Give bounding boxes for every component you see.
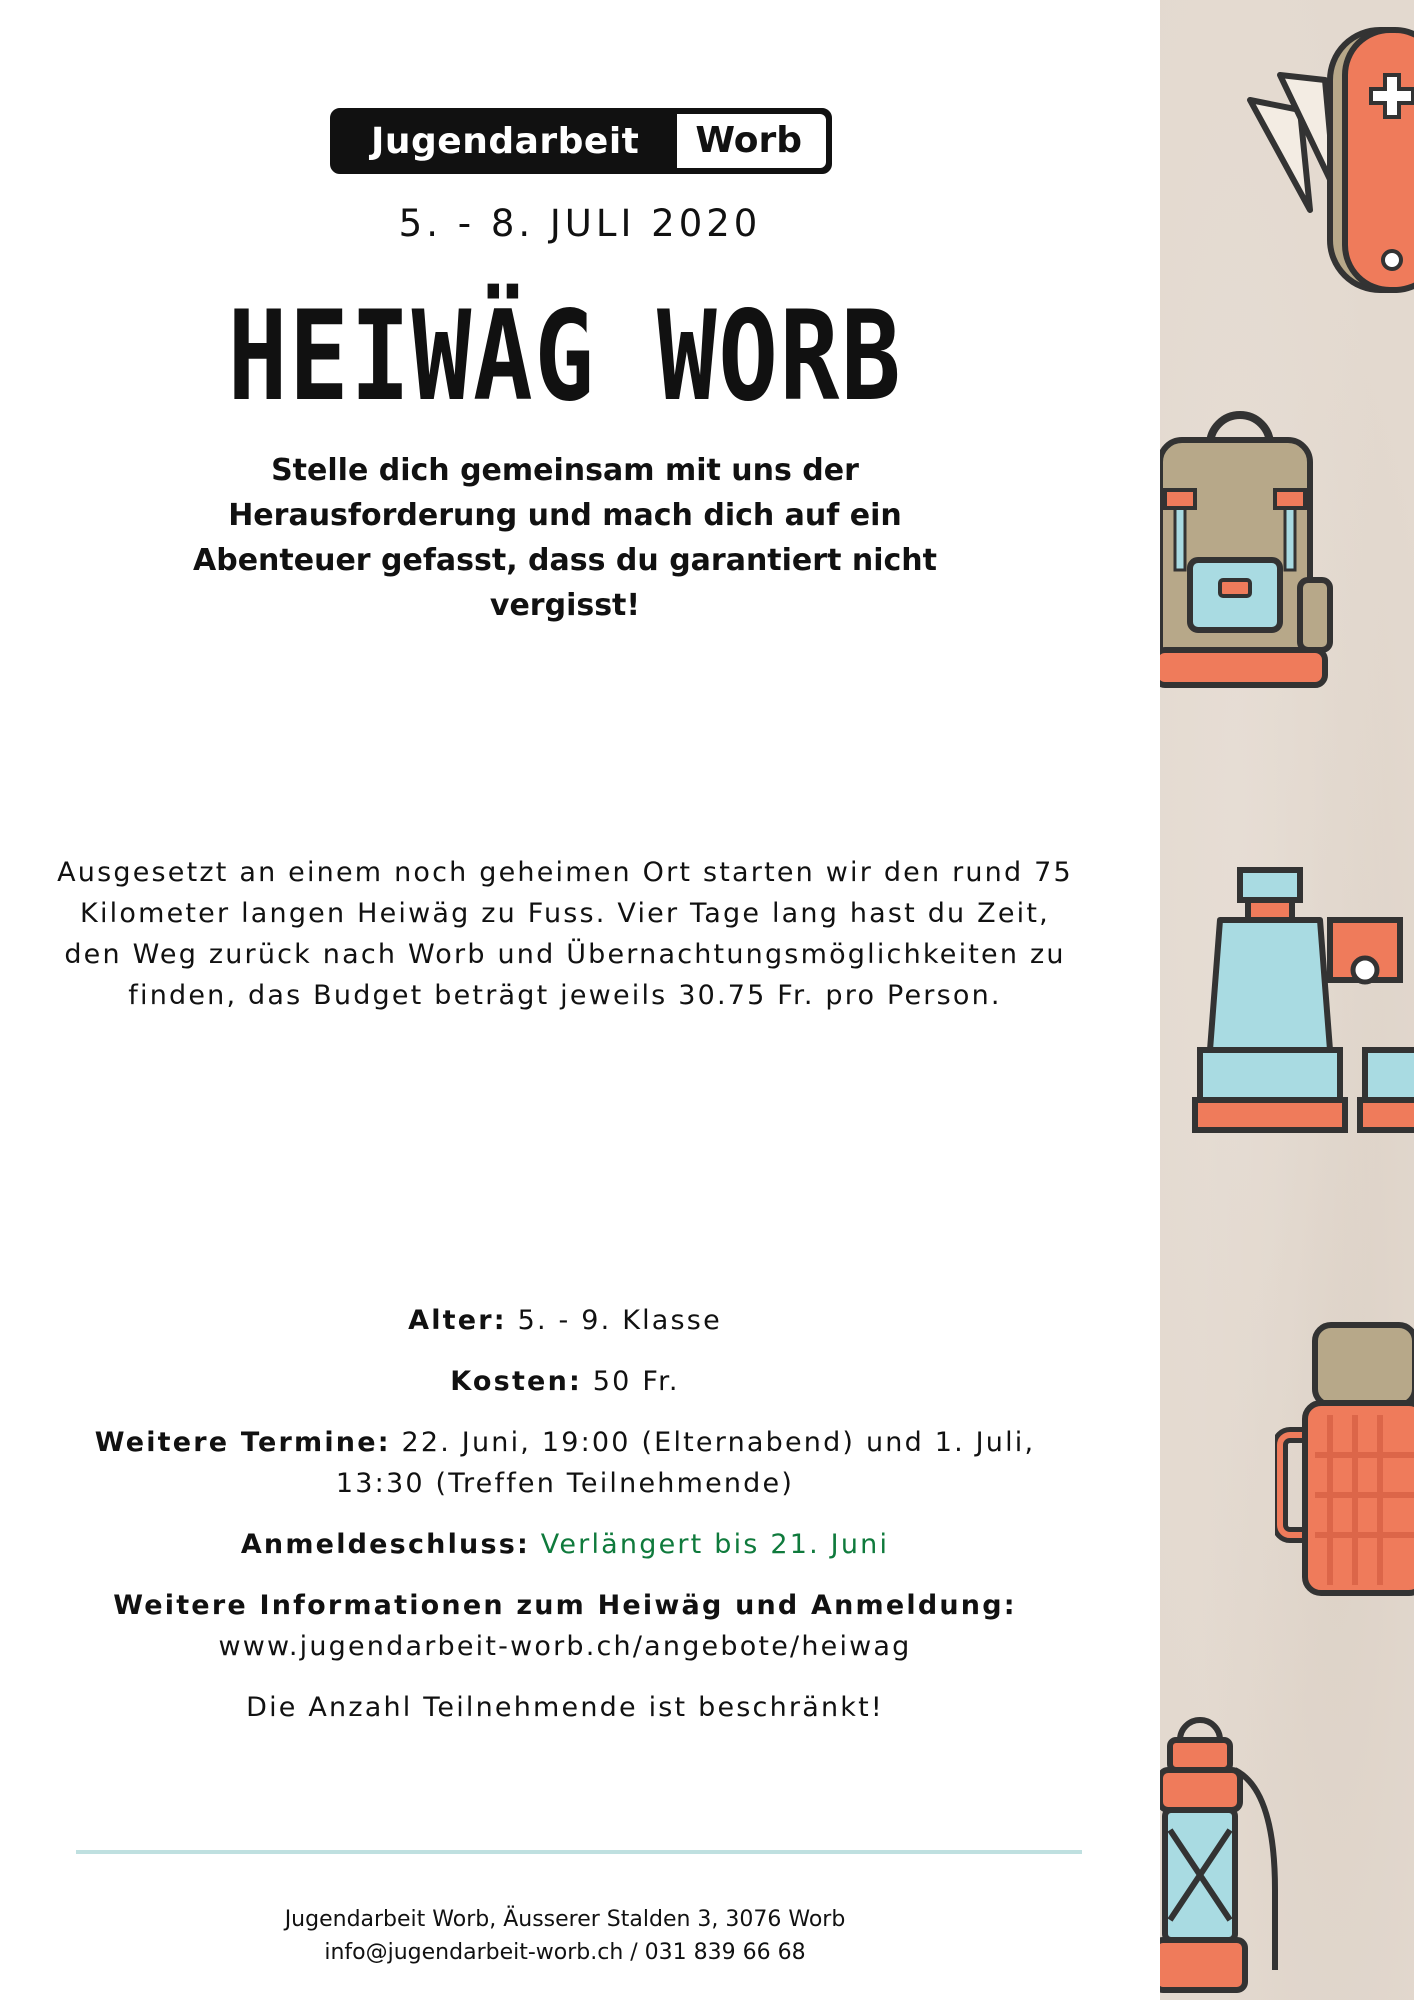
fact-deadline-value: Verlängert bis 21. Juni [530, 1529, 890, 1560]
fact-cost-label: Kosten: [450, 1366, 582, 1397]
logo-text-primary: Jugendarbeit [371, 120, 640, 162]
fact-info [60, 1585, 1070, 1667]
logo [330, 108, 832, 174]
fact-age-label: Alter: [408, 1305, 507, 1336]
footer-contact: info@jugendarbeit-worb.ch / 031 839 66 68 [324, 1940, 806, 1965]
fact-age [60, 1300, 1070, 1341]
footer [0, 1903, 1130, 1969]
info-link[interactable]: www.jugendarbeit-worb.ch/angebote/heiwag [218, 1631, 912, 1662]
event-date: 5. - 8. JULI 2020 [398, 202, 762, 245]
backpack-icon [1160, 400, 1350, 700]
fact-cost [60, 1361, 1070, 1402]
fact-info-label: Weitere Informationen zum Heiwäg und Anmeldung: [113, 1590, 1017, 1621]
divider [76, 1850, 1082, 1854]
page-title: HEIWÄG WORB [227, 285, 903, 429]
fact-deadline-label: Anmeldeschluss: [240, 1529, 530, 1560]
footer-address: Jugendarbeit Worb, Äusserer Stalden 3, 3076 Worb [284, 1907, 846, 1932]
fact-age-value: 5. - 9. Klasse [506, 1305, 722, 1336]
limit-note: Die Anzahl Teilnehmende ist beschränkt! [246, 1692, 884, 1723]
fact-deadline [60, 1524, 1070, 1565]
decorative-sidebar [1160, 0, 1414, 2000]
fact-dates-value: 22. Juni, 19:00 (Elternabend) und 1. Juli, 13:30 (Treffen Teilnehmende) [335, 1427, 1036, 1499]
logo-text-secondary: Worb [677, 114, 826, 168]
description-text: Ausgesetzt an einem noch geheimen Ort starten wir den rund 75 Kilometer langen Heiwäg zu Fuss. Vier Tage lang hast du Zeit, den Weg zurück nach Worb und Übernachtungsmöglichkeiten zu finden, das Budget beträgt jeweils 30.75 Fr. pro Person. [57, 857, 1073, 1011]
lead-text: Stelle dich gemeinsam mit uns der Herausforderung und mach dich auf ein Abenteuer gefasst, dass du garantiert nicht vergisst! [193, 453, 937, 623]
swiss-knife-icon [1230, 20, 1414, 300]
fact-cost-value: 50 Fr. [582, 1366, 680, 1397]
binoculars-icon [1190, 860, 1414, 1140]
fact-dates [60, 1422, 1070, 1504]
fact-dates-label: Weitere Termine: [94, 1427, 391, 1458]
thermos-icon [1275, 1315, 1414, 1605]
lantern-icon [1160, 1710, 1310, 2000]
facts-list [60, 1300, 1070, 1748]
